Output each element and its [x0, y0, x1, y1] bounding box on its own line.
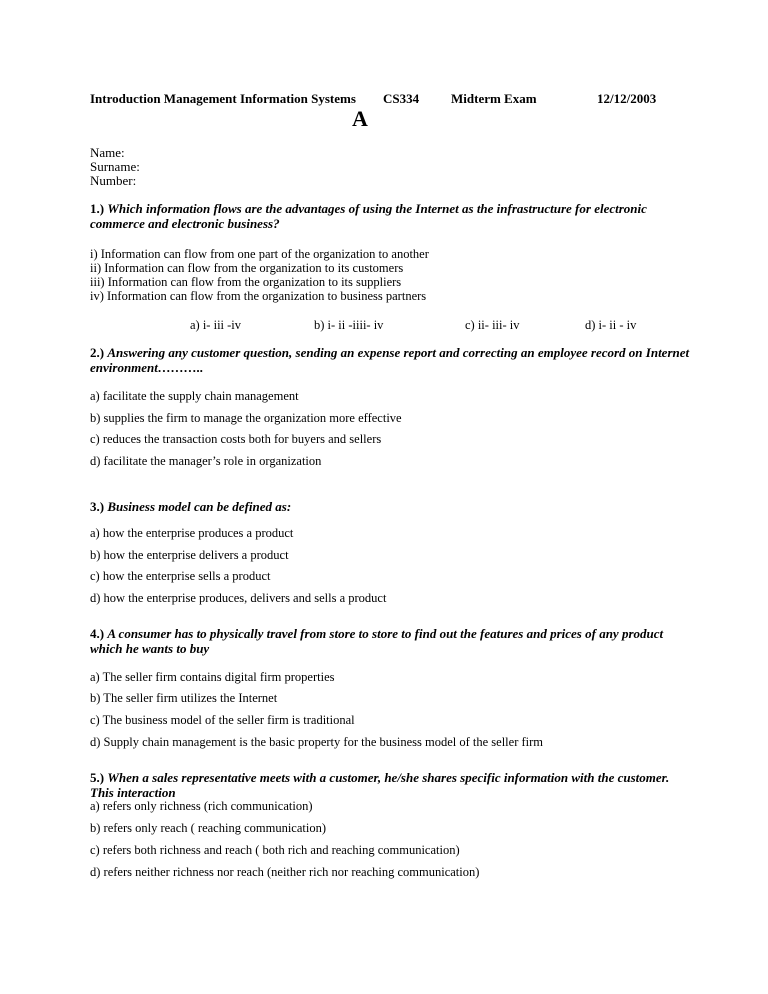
q4-option-c: c) The business model of the seller firm is traditional — [90, 713, 355, 727]
course-title: Introduction Management Information Systems — [90, 91, 356, 106]
q5-option-a: a) refers only richness (rich communication) — [90, 799, 313, 813]
q3-option-b: b) how the enterprise delivers a product — [90, 548, 289, 562]
q3-option-a: a) how the enterprise produces a product — [90, 526, 294, 540]
question-3 — [90, 499, 690, 514]
q2-option-c: c) reduces the transaction costs both for buyers and sellers — [90, 432, 382, 446]
question-1 — [90, 201, 690, 231]
question-number: 1.) — [90, 201, 105, 216]
q1-choice-d: d) i- ii - iv — [585, 318, 637, 332]
question-text: Answering any customer question, sending an expense report and correcting an employee record on Internet environment……….. — [90, 345, 690, 375]
q5-option-d: d) refers neither richness nor reach (neither rich nor reaching communication) — [90, 865, 480, 879]
q3-option-d: d) how the enterprise produces, delivers and sells a product — [90, 591, 387, 605]
q4-option-b: b) The seller firm utilizes the Internet — [90, 691, 278, 705]
q1-item: iii) Information can flow from the organization to its suppliers — [90, 275, 402, 289]
q1-item: i) Information can flow from one part of the organization to another — [90, 247, 429, 261]
question-number: 3.) — [90, 499, 105, 514]
q5-option-b: b) refers only reach ( reaching communication) — [90, 821, 327, 835]
q2-option-a: a) facilitate the supply chain management — [90, 389, 299, 403]
question-text: When a sales representative meets with a customer, he/she shares specific information with the customer. This interaction — [90, 770, 670, 800]
exam-date: 12/12/2003 — [597, 91, 657, 106]
exam-name: Midterm Exam — [451, 91, 537, 106]
question-4 — [90, 626, 690, 656]
question-number: 4.) — [90, 626, 105, 641]
q4-option-d: d) Supply chain management is the basic property for the business model of the seller firm — [90, 735, 544, 749]
exam-form-letter: A — [352, 106, 368, 131]
q1-choice-a: a) i- iii -iv — [190, 318, 242, 332]
q1-item: ii) Information can flow from the organization to its customers — [90, 261, 404, 275]
q1-choice-c: c) ii- iii- iv — [465, 318, 520, 332]
name-field: Name: — [90, 145, 125, 160]
question-5 — [90, 770, 690, 800]
q3-option-c: c) how the enterprise sells a product — [90, 569, 271, 583]
course-code: CS334 — [383, 91, 420, 106]
q5-option-c: c) refers both richness and reach ( both rich and reaching communication) — [90, 843, 460, 857]
question-2 — [90, 345, 690, 375]
question-number: 5.) — [90, 770, 105, 785]
q1-item: iv) Information can flow from the organization to business partners — [90, 289, 427, 303]
question-text: Business model can be defined as: — [107, 499, 292, 514]
number-field: Number: — [90, 173, 137, 188]
question-text: Which information flows are the advantages of using the Internet as the infrastructure for electronic commerce and electronic business? — [90, 201, 647, 231]
q2-option-b: b) supplies the firm to manage the organization more effective — [90, 411, 402, 425]
question-text: A consumer has to physically travel from store to store to find out the features and prices of any product which he wants to buy — [90, 626, 664, 656]
question-number: 2.) — [90, 345, 105, 360]
q1-choice-b: b) i- ii -iiii- iv — [314, 318, 384, 332]
q2-option-d: d) facilitate the manager’s role in organization — [90, 454, 322, 468]
q4-option-a: a) The seller firm contains digital firm properties — [90, 670, 335, 684]
surname-field: Surname: — [90, 159, 140, 174]
